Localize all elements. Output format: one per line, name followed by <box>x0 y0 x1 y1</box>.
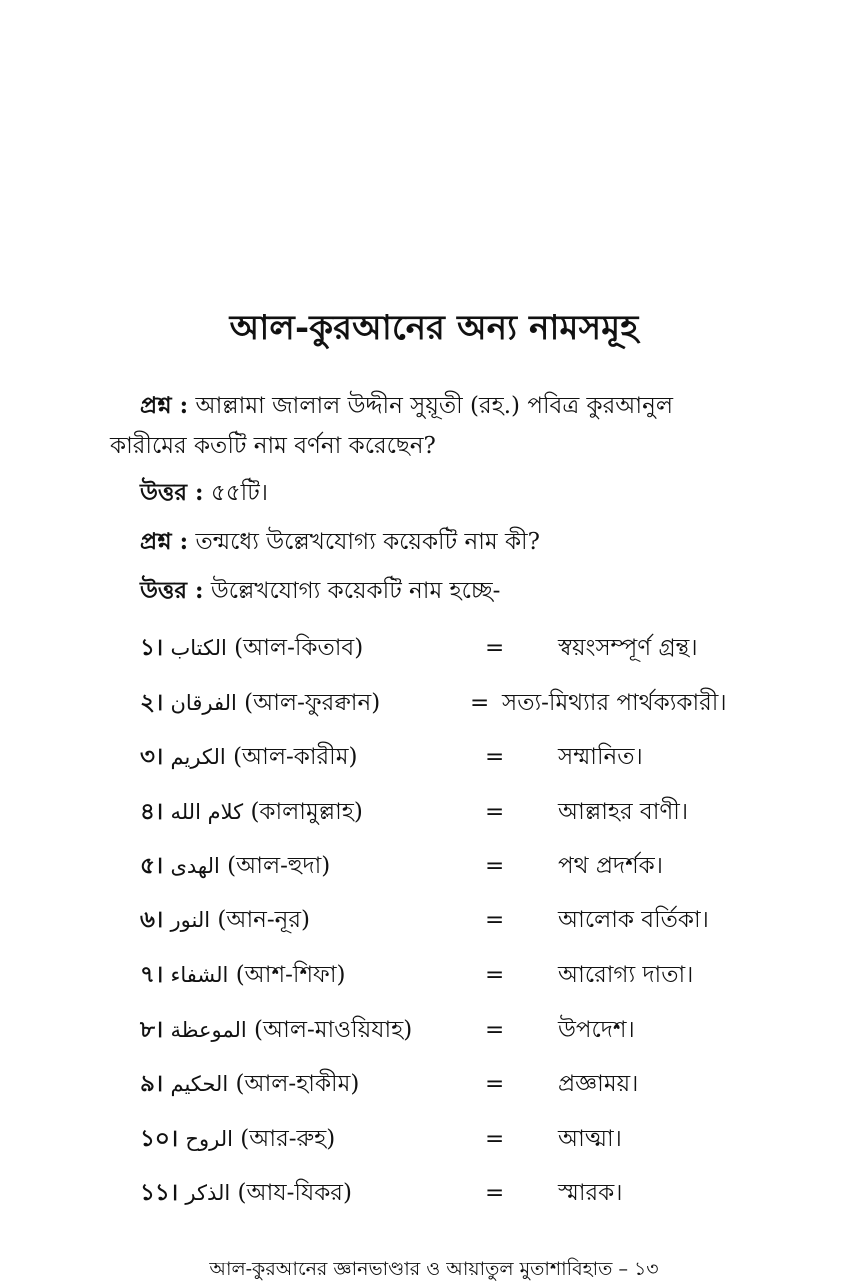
arabic-name: الكريم <box>170 745 226 769</box>
list-item <box>140 846 780 886</box>
item-number: ২। <box>140 689 164 716</box>
question-label: প্রশ্ন : <box>140 392 189 419</box>
meaning-text: স্মারক। <box>558 1180 623 1206</box>
equals-sign: = <box>470 690 490 716</box>
list-item <box>140 628 780 668</box>
bengali-name: (আয-যিকর) <box>237 1180 352 1206</box>
list-item <box>140 1064 780 1104</box>
item-number: ৭। <box>140 961 164 988</box>
meaning-text: সত্য-মিথ্যার পার্থক্যকারী। <box>502 690 727 716</box>
item-number: ১। <box>140 634 164 661</box>
item-number: ৯। <box>140 1070 164 1097</box>
item-number: ৪। <box>140 798 164 825</box>
question-1 <box>110 386 750 466</box>
meaning-text: প্রজ্ঞাময়। <box>558 1071 639 1097</box>
bengali-name: (আল-মাওয়িযাহ) <box>254 1017 413 1043</box>
list-item <box>140 1010 780 1050</box>
meaning-text: আলোক বর্তিকা। <box>558 907 709 933</box>
equals-sign: = <box>485 1017 505 1043</box>
meaning-text: পথ প্রদর্শক। <box>558 853 663 879</box>
arabic-name: الحكيم <box>170 1072 229 1096</box>
bengali-name: (আল-কারীম) <box>233 744 358 770</box>
item-number: ৮। <box>140 1016 164 1043</box>
equals-sign: = <box>485 1180 505 1206</box>
item-number: ৩। <box>140 743 164 770</box>
equals-sign: = <box>485 635 505 661</box>
list-item <box>140 1173 780 1213</box>
equals-sign: = <box>485 1071 505 1097</box>
arabic-name: الروح <box>185 1127 233 1151</box>
bengali-name: (আল-হাকীম) <box>235 1071 360 1097</box>
question-label: প্রশ্ন : <box>140 528 189 555</box>
arabic-name: كلام الله <box>170 800 244 824</box>
item-number: ১০। <box>140 1125 179 1152</box>
arabic-name: الموعظة <box>170 1018 247 1042</box>
answer-1 <box>140 473 780 513</box>
item-number: ৬। <box>140 906 164 933</box>
question-text: আল্লামা জালাল উদ্দীন সুয়ূতী (রহ.) পবিত্র কুরআনুল কারীমের কতটি নাম বর্ণনা করেছেন? <box>110 393 673 459</box>
answer-text: ৫৫টি। <box>210 480 269 506</box>
equals-sign: = <box>485 744 505 770</box>
item-number: ১১। <box>140 1179 179 1206</box>
bengali-name: (আর-রুহ) <box>240 1126 336 1152</box>
answer-2 <box>140 571 780 611</box>
meaning-text: আত্মা। <box>558 1126 622 1152</box>
bengali-name: (আন-নূর) <box>217 907 311 933</box>
bengali-name: (আল-কিতাব) <box>234 635 364 661</box>
arabic-name: الشفاء <box>170 963 229 987</box>
arabic-name: الفرقان <box>170 691 237 715</box>
bengali-name: (আল-হুদা) <box>227 853 331 879</box>
page-footer: আল-কুরআনের জ্ঞানভাণ্ডার ও আয়াতুল মুতাশাবিহাত – ১৩ <box>209 1258 659 1280</box>
equals-sign: = <box>485 799 505 825</box>
list-item <box>140 737 780 777</box>
arabic-name: الذكر <box>185 1181 231 1205</box>
question-text: তন্মধ্যে উল্লেখযোগ্য কয়েকটি নাম কী? <box>195 529 540 555</box>
answer-label: উত্তর : <box>140 479 204 506</box>
equals-sign: = <box>485 907 505 933</box>
meaning-text: উপদেশ। <box>558 1017 635 1043</box>
arabic-name: الهدى <box>170 854 220 878</box>
list-item <box>140 900 780 940</box>
arabic-name: الكتاب <box>170 636 227 660</box>
list-item <box>140 955 780 995</box>
list-item <box>140 683 780 723</box>
equals-sign: = <box>485 962 505 988</box>
arabic-name: النور <box>170 908 211 932</box>
list-item <box>140 1119 780 1159</box>
bengali-name: (আল-ফুরক্বান) <box>244 690 381 716</box>
equals-sign: = <box>485 1126 505 1152</box>
meaning-text: স্বয়ংসম্পূর্ণ গ্রন্থ। <box>558 635 698 661</box>
question-2 <box>140 522 780 562</box>
list-item <box>140 792 780 832</box>
item-number: ৫। <box>140 852 164 879</box>
answer-text: উল্লেখযোগ্য কয়েকটি নাম হচ্ছে- <box>210 578 501 604</box>
answer-label: উত্তর : <box>140 577 204 604</box>
page-title: আল-কুরআনের অন্য নামসমূহ <box>229 308 639 348</box>
bengali-name: (কালামুল্লাহ) <box>250 799 363 825</box>
equals-sign: = <box>485 853 505 879</box>
bengali-name: (আশ-শিফা) <box>235 962 346 988</box>
meaning-text: সম্মানিত। <box>558 744 643 770</box>
meaning-text: আরোগ্য দাতা। <box>558 962 694 988</box>
meaning-text: আল্লাহর বাণী। <box>558 799 689 825</box>
